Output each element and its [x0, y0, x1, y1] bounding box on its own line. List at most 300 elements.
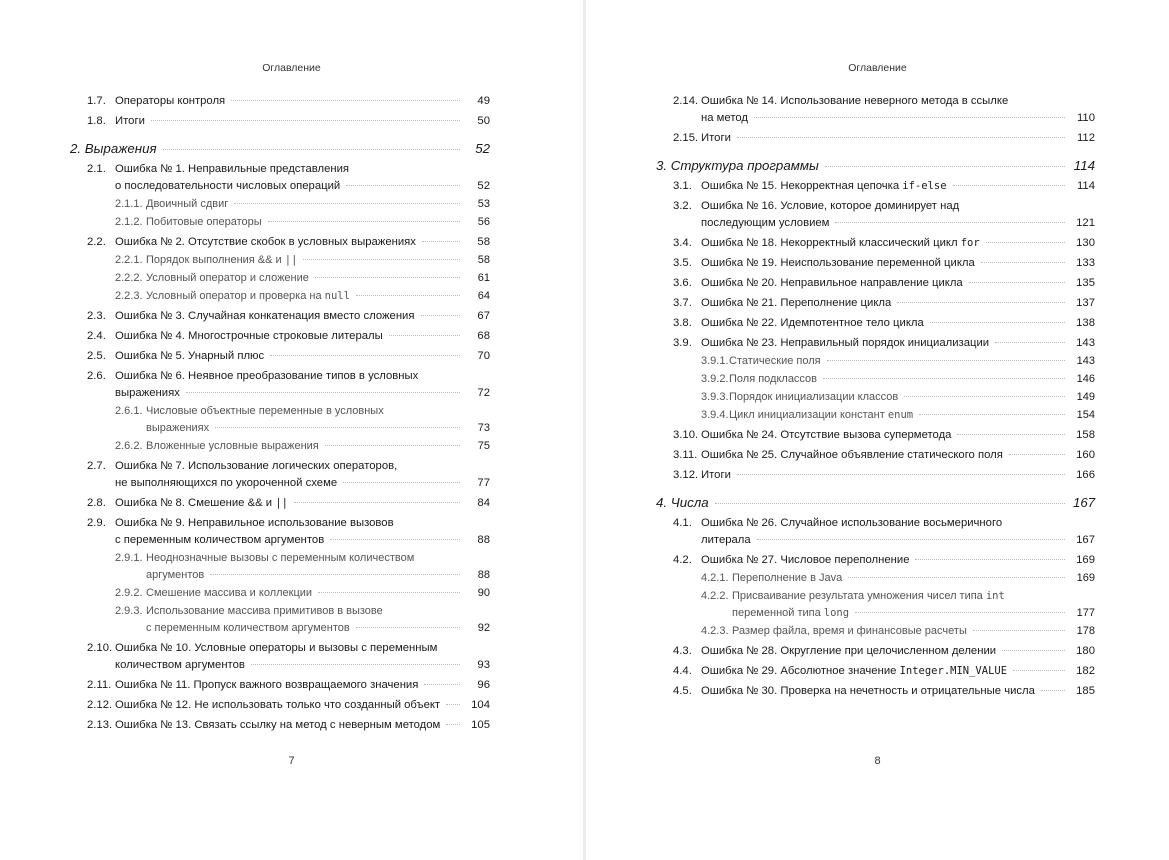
- text-segment: Операторы контроля: [115, 95, 226, 107]
- title-text: [656, 493, 709, 512]
- text-segment: Ошибка № 20. Неправильное направление цикла: [701, 277, 963, 289]
- title-text: [146, 420, 209, 437]
- title-line: [146, 420, 490, 437]
- toc-subsection[interactable]: [70, 438, 490, 455]
- text-segment: Ошибка № 7. Использование логических операторов,: [115, 460, 398, 472]
- title-text: [115, 93, 225, 110]
- title-text: [115, 368, 418, 385]
- title-text: [115, 697, 440, 714]
- title-text: [115, 532, 324, 549]
- toc-section[interactable]: [70, 640, 490, 674]
- dot-leader: [737, 474, 1065, 475]
- title-line: [701, 663, 1095, 680]
- text-segment: Ошибка № 26. Случайное использование восьмеричного: [701, 517, 1003, 529]
- title-line: [146, 403, 490, 420]
- page-ref: 180: [1076, 645, 1095, 657]
- entry-number: 2.1.2.: [115, 216, 143, 228]
- page-ref: 58: [477, 236, 490, 248]
- title-text: [115, 717, 440, 734]
- dot-leader: [1041, 690, 1065, 691]
- toc-section[interactable]: [70, 677, 490, 694]
- title-line: [146, 288, 490, 305]
- entry-title: [701, 178, 1095, 195]
- text-segment: Порядок выполнения && и: [146, 254, 285, 266]
- entry-number: 2.2.2.: [115, 272, 143, 284]
- title-line: [701, 683, 1095, 700]
- page-ref: 121: [1076, 217, 1095, 229]
- toc-chapter[interactable]: [656, 156, 1095, 175]
- page-ref: 70: [477, 350, 490, 362]
- page-ref: 104: [471, 699, 490, 711]
- page-ref: 110: [1076, 112, 1095, 124]
- title-text: [146, 196, 228, 213]
- title-text: [701, 683, 1035, 700]
- title-line: [729, 371, 1095, 388]
- entry-title: [656, 156, 1095, 175]
- toc-section[interactable]: [673, 255, 1095, 272]
- entry-number: 2.6.: [87, 370, 106, 382]
- toc-subsection[interactable]: [70, 270, 490, 287]
- toc-section[interactable]: [673, 130, 1095, 147]
- text-segment: Использование массива примитивов в вызове: [146, 605, 383, 617]
- text-segment: Ошибка № 10. Условные операторы и вызовы с переменным: [115, 642, 438, 654]
- toc-section[interactable]: [673, 447, 1095, 464]
- title-text: [115, 178, 340, 195]
- toc-section[interactable]: [70, 515, 490, 549]
- entry-number: 3.1.: [673, 180, 692, 192]
- page-ref: 158: [1076, 429, 1095, 441]
- dot-leader: [186, 392, 460, 393]
- code-text: int: [985, 590, 1005, 602]
- toc-section[interactable]: [70, 348, 490, 365]
- title-line: [115, 640, 490, 657]
- dot-leader: [930, 322, 1065, 323]
- title-text: [701, 235, 980, 252]
- text-segment: Ошибка № 18. Некорректный классический цикл: [701, 237, 961, 249]
- toc-subsection[interactable]: [70, 288, 490, 305]
- text-segment: Поля подклассов: [729, 373, 818, 385]
- toc-section[interactable]: [673, 467, 1095, 484]
- title-text: [70, 139, 157, 158]
- text-segment: количеством аргументов: [115, 659, 245, 671]
- title-text: [701, 198, 959, 215]
- page-ref: 166: [1076, 469, 1095, 481]
- entry-number: 2.2.: [87, 236, 106, 248]
- dot-leader: [715, 503, 1065, 504]
- toc-section[interactable]: [673, 198, 1095, 232]
- dot-leader: [986, 242, 1065, 243]
- toc-section[interactable]: [70, 328, 490, 345]
- title-line: [115, 348, 490, 365]
- page-ref: 88: [477, 569, 490, 581]
- entry-title: [146, 270, 490, 287]
- entry-title: [115, 495, 490, 512]
- title-line: [146, 603, 490, 620]
- page-ref: 138: [1076, 317, 1095, 329]
- page-ref: 92: [477, 622, 490, 634]
- dot-leader: [163, 149, 460, 150]
- text-segment: на метод: [701, 112, 749, 124]
- text-segment: Ошибка № 21. Переполнение цикла: [701, 297, 892, 309]
- title-text: [732, 570, 842, 587]
- entry-title: [146, 403, 490, 437]
- page-ref: 49: [477, 95, 490, 107]
- entry-number: 2.11.: [87, 679, 112, 691]
- title-line: [146, 438, 490, 455]
- title-text: [115, 657, 245, 674]
- text-segment: 4. Числа: [656, 495, 709, 510]
- text-segment: Ошибка № 11. Пропуск важного возвращаемого значения: [115, 679, 419, 691]
- title-text: [656, 156, 819, 175]
- text-segment: Ошибка № 28. Округление при целочисленном делении: [701, 645, 997, 657]
- title-line: [115, 458, 490, 475]
- toc-section[interactable]: [673, 178, 1095, 195]
- text-segment: Статические поля: [729, 355, 821, 367]
- entry-title: [729, 371, 1095, 388]
- entry-title: [701, 130, 1095, 147]
- dot-leader: [210, 574, 460, 575]
- page-ref: 169: [1076, 554, 1095, 566]
- entry-number: 4.2.3.: [701, 625, 729, 637]
- toc-subsection[interactable]: [673, 588, 1095, 622]
- toc-subsection[interactable]: [673, 389, 1095, 406]
- entry-number: 2.9.: [87, 517, 106, 529]
- title-line: [115, 93, 490, 110]
- toc-section[interactable]: [70, 308, 490, 325]
- dot-leader: [389, 335, 460, 336]
- entry-title: [701, 295, 1095, 312]
- entry-title: [115, 515, 490, 549]
- title-line: [115, 368, 490, 385]
- entry-number: 2.4.: [87, 330, 106, 342]
- dot-leader: [251, 664, 460, 665]
- entry-number: 3.12.: [673, 469, 699, 481]
- code-text: Integer.MIN_VALUE: [899, 665, 1008, 677]
- dot-leader: [1002, 650, 1065, 651]
- entry-number: 3.9.1.: [701, 355, 729, 367]
- dot-leader: [754, 117, 1065, 118]
- toc-subsection[interactable]: [673, 371, 1095, 388]
- title-line: [115, 161, 490, 178]
- toc-section[interactable]: [70, 234, 490, 251]
- code-text: long: [823, 607, 850, 619]
- entry-title: [732, 588, 1095, 622]
- title-text: [701, 110, 748, 127]
- title-text: [701, 178, 947, 195]
- toc-subsection[interactable]: [70, 603, 490, 637]
- entry-number: 3.8.: [673, 317, 692, 329]
- dot-leader: [1009, 454, 1065, 455]
- page-ref: 135: [1076, 277, 1095, 289]
- page-ref: 56: [477, 216, 490, 228]
- dot-leader: [294, 502, 460, 503]
- toc-chapter[interactable]: [70, 139, 490, 158]
- title-line: [115, 495, 490, 512]
- toc-section[interactable]: [673, 643, 1095, 660]
- toc-section[interactable]: [673, 295, 1095, 312]
- toc-section[interactable]: [70, 717, 490, 734]
- entry-number: 2.9.1.: [115, 552, 143, 564]
- title-line: [701, 93, 1095, 110]
- page-ref: 52: [477, 180, 490, 192]
- dot-leader: [234, 203, 460, 204]
- page-ref: 167: [1073, 495, 1096, 510]
- entry-number: 4.2.2.: [701, 590, 729, 602]
- toc-section[interactable]: [673, 235, 1095, 252]
- title-text: [115, 640, 437, 657]
- title-line: [115, 717, 490, 734]
- title-text: [701, 335, 989, 352]
- dot-leader: [973, 630, 1065, 631]
- text-segment: Ошибка № 2. Отсутствие скобок в условных выражениях: [115, 236, 416, 248]
- toc-section[interactable]: [70, 495, 490, 512]
- title-text: [701, 215, 829, 232]
- entry-number: 2.6.1.: [115, 405, 143, 417]
- toc-chapter[interactable]: [656, 493, 1096, 512]
- title-text: [146, 288, 350, 305]
- toc-section[interactable]: [673, 335, 1095, 352]
- dot-leader: [422, 241, 460, 242]
- entry-number: 2.12.: [87, 699, 113, 711]
- entry-title: [146, 585, 490, 602]
- entry-number: 2.3.: [87, 310, 106, 322]
- entry-title: [146, 603, 490, 637]
- title-text: [701, 255, 975, 272]
- entry-title: [732, 570, 1095, 587]
- text-segment: Ошибка № 23. Неправильный порядок инициализации: [701, 337, 990, 349]
- toc-subsection[interactable]: [70, 550, 490, 584]
- toc-section[interactable]: [673, 315, 1095, 332]
- title-text: [732, 605, 849, 622]
- text-segment: Условный оператор и проверка на: [146, 290, 325, 302]
- title-line: [701, 532, 1095, 549]
- title-text: [115, 515, 394, 532]
- dot-leader: [969, 282, 1065, 283]
- code-text: null: [324, 290, 350, 302]
- page-ref: 64: [477, 290, 490, 302]
- title-line: [701, 552, 1095, 569]
- page-number: 8: [874, 755, 881, 767]
- title-text: [729, 353, 821, 370]
- text-segment: Ошибка № 12. Не использовать только что созданный объект: [115, 699, 441, 711]
- title-line: [115, 308, 490, 325]
- entry-title: [146, 438, 490, 455]
- dot-leader: [825, 166, 1065, 167]
- code-text: ||: [284, 254, 298, 266]
- entry-title: [115, 697, 490, 714]
- title-line: [701, 275, 1095, 292]
- toc-section[interactable]: [70, 697, 490, 714]
- text-segment: Цикл инициализации констант: [729, 409, 888, 421]
- title-line: [701, 215, 1095, 232]
- text-segment: Двоичный сдвиг: [146, 198, 229, 210]
- title-text: [115, 308, 415, 325]
- page-ref: 52: [475, 141, 490, 156]
- entry-number: 3.2.: [673, 200, 692, 212]
- page-ref: 68: [477, 330, 490, 342]
- toc-section[interactable]: [70, 368, 490, 402]
- page-ref: 177: [1076, 607, 1095, 619]
- page-ref: 105: [471, 719, 490, 731]
- title-text: [146, 550, 414, 567]
- toc-subsection[interactable]: [70, 585, 490, 602]
- dot-leader: [757, 539, 1065, 540]
- toc-section[interactable]: [70, 93, 490, 110]
- entry-title: [701, 275, 1095, 292]
- dot-leader: [855, 612, 1065, 613]
- title-line: [146, 585, 490, 602]
- page-ref: 72: [477, 387, 490, 399]
- entry-title: [115, 368, 490, 402]
- toc-section[interactable]: [673, 663, 1095, 680]
- toc-section[interactable]: [673, 683, 1095, 700]
- entry-title: [701, 663, 1095, 680]
- dot-leader: [737, 137, 1065, 138]
- page-ref: 160: [1076, 449, 1095, 461]
- dot-leader: [318, 592, 460, 593]
- dot-leader: [919, 414, 1065, 415]
- entry-title: [656, 493, 1095, 512]
- entry-title: [146, 550, 490, 584]
- code-text: if-else: [902, 180, 947, 192]
- title-text: [146, 585, 312, 602]
- text-segment: Ошибка № 19. Неиспользование переменной цикла: [701, 257, 975, 269]
- entry-number: 3.7.: [673, 297, 692, 309]
- text-segment: Неоднозначные вызовы с переменным количеством: [146, 552, 415, 564]
- text-segment: Ошибка № 3. Случайная конкатенация вместо сложения: [115, 310, 415, 322]
- toc-subsection[interactable]: [70, 252, 490, 269]
- entry-number: 2.8.: [87, 497, 106, 509]
- page-ref: 133: [1076, 257, 1095, 269]
- entry-title: [701, 427, 1095, 444]
- title-line: [146, 196, 490, 213]
- toc-subsection[interactable]: [70, 403, 490, 437]
- title-line: [701, 427, 1095, 444]
- text-segment: не выполняющихся по укороченной схеме: [115, 477, 338, 489]
- title-line: [729, 389, 1095, 406]
- dot-leader: [268, 221, 460, 222]
- entry-number: 2.1.: [87, 163, 106, 175]
- entry-number: 2.7.: [87, 460, 106, 472]
- page-ref: 143: [1076, 355, 1095, 367]
- toc-subsection[interactable]: [673, 407, 1095, 424]
- entry-number: 4.3.: [673, 645, 692, 657]
- entry-number: 3.11.: [673, 449, 698, 461]
- table-of-contents: [70, 93, 490, 734]
- text-segment: Смешение массива и коллекции: [146, 587, 313, 599]
- toc-section[interactable]: [673, 427, 1095, 444]
- toc-section[interactable]: [673, 93, 1095, 127]
- toc-section[interactable]: [673, 275, 1095, 292]
- entry-title: [70, 139, 490, 158]
- entry-title: [115, 161, 490, 195]
- entry-title: [732, 623, 1095, 640]
- entry-title: [115, 113, 490, 130]
- dot-leader: [356, 627, 460, 628]
- title-line: [115, 385, 490, 402]
- entry-title: [146, 288, 490, 305]
- entry-number: 4.5.: [673, 685, 692, 697]
- entry-title: [701, 255, 1095, 272]
- title-line: [656, 156, 1095, 175]
- title-line: [701, 335, 1095, 352]
- title-line: [701, 447, 1095, 464]
- entry-number: 2.15.: [673, 132, 699, 144]
- title-line: [115, 677, 490, 694]
- title-line: [146, 214, 490, 231]
- title-text: [146, 252, 297, 269]
- running-head: Оглавление: [848, 62, 907, 74]
- title-text: [115, 458, 397, 475]
- toc-subsection[interactable]: [70, 196, 490, 213]
- toc-subsection[interactable]: [673, 353, 1095, 370]
- title-line: [729, 353, 1095, 370]
- entry-number: 2.5.: [87, 350, 106, 362]
- title-text: [146, 214, 262, 231]
- toc-subsection[interactable]: [673, 570, 1095, 587]
- page-ref: 67: [477, 310, 490, 322]
- toc-section[interactable]: [70, 458, 490, 492]
- entry-title: [146, 196, 490, 213]
- page-ref: 75: [477, 440, 490, 452]
- title-text: [115, 677, 418, 694]
- toc-section[interactable]: [673, 552, 1095, 569]
- title-line: [701, 515, 1095, 532]
- text-segment: Ошибка № 24. Отсутствие вызова суперметода: [701, 429, 952, 441]
- entry-title: [729, 407, 1095, 424]
- page-ref: 114: [1073, 158, 1095, 173]
- title-line: [146, 550, 490, 567]
- title-text: [146, 403, 384, 420]
- entry-number: 4.2.1.: [701, 572, 729, 584]
- page-ref: 53: [477, 198, 490, 210]
- toc-subsection[interactable]: [673, 623, 1095, 640]
- title-text: [729, 371, 817, 388]
- text-segment: Порядок инициализации классов: [729, 391, 899, 403]
- page-ref: 143: [1076, 337, 1095, 349]
- title-line: [115, 178, 490, 195]
- toc-section[interactable]: [70, 113, 490, 130]
- entry-title: [701, 93, 1095, 127]
- left-page: [0, 0, 583, 860]
- text-segment: Переполнение в Java: [732, 572, 843, 584]
- toc-subsection[interactable]: [70, 214, 490, 231]
- toc-section[interactable]: [70, 161, 490, 195]
- page-ref: 137: [1076, 297, 1095, 309]
- text-segment: литерала: [701, 534, 751, 546]
- title-text: [146, 270, 309, 287]
- entry-title: [701, 447, 1095, 464]
- entry-title: [701, 552, 1095, 569]
- text-segment: Ошибка № 16. Условие, которое доминирует над: [701, 200, 960, 212]
- title-line: [701, 198, 1095, 215]
- dot-leader: [848, 577, 1065, 578]
- title-text: [701, 643, 996, 660]
- text-segment: Вложенные условные выражения: [146, 440, 319, 452]
- dot-leader: [303, 259, 460, 260]
- title-line: [115, 657, 490, 674]
- entry-title: [115, 328, 490, 345]
- page-ref: 73: [477, 422, 490, 434]
- entry-title: [115, 348, 490, 365]
- entry-title: [115, 93, 490, 110]
- entry-number: 2.9.2.: [115, 587, 143, 599]
- entry-number: 4.1.: [673, 517, 692, 529]
- entry-number: 2.2.3.: [115, 290, 143, 302]
- title-text: [701, 295, 891, 312]
- entry-number: 3.9.: [673, 337, 692, 349]
- toc-section[interactable]: [673, 515, 1095, 549]
